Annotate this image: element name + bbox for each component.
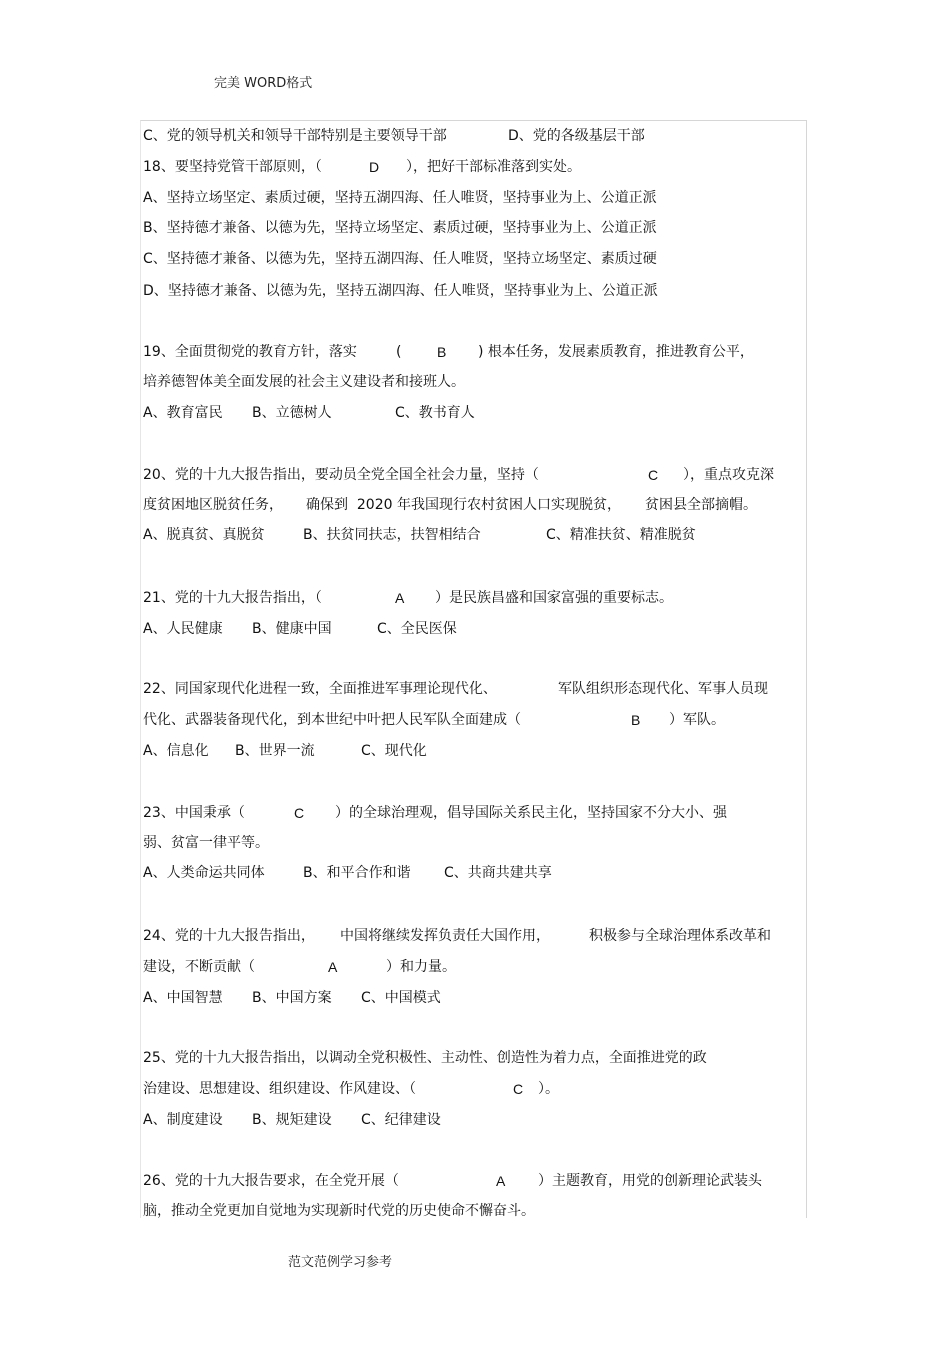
option-c: C、中国模式 [361,990,441,1006]
option-text: D、坚持德才兼备、以德为先，坚持五湖四海、任人唯贤，坚持事业为上、公道正派 [143,283,658,299]
question-text: ）军队。 [669,712,725,728]
question-text: ）。 [538,1081,559,1097]
question-text: 代化、武器装备现代化，到本世纪中叶把人民军队全面建成（ [143,712,521,728]
answer-letter: B [437,344,447,360]
option-c: C、纪律建设 [361,1112,441,1128]
answer-letter: A [496,1173,506,1189]
option-a: A、教育富民 [143,405,223,421]
option-text: C、坚持德才兼备、以德为先，坚持五湖四海、任人唯贤，坚持立场坚定、素质过硬 [143,251,657,267]
option-b: B、中国方案 [252,990,332,1006]
question-text: 度贫困地区脱贫任务， [143,497,283,513]
answer-letter: A [328,959,338,975]
option-text: B、坚持德才兼备、以德为先，坚持立场坚定、素质过硬，坚持事业为上、公道正派 [143,220,657,236]
answer-letter: B [631,712,641,728]
question-text: 中国将继续发挥负责任大国作用， [340,928,550,944]
question-text: 22、同国家现代化进程一致，全面推进军事理论现代化、 [143,681,497,697]
question-text: 26、党的十九大报告要求，在全党开展（ [143,1173,399,1189]
page-header: 完美 WORD格式 [214,76,313,91]
option-b: B、和平合作和谐 [303,865,411,881]
question-text: 23、中国秉承（ [143,805,245,821]
question-text: ），重点攻克深 [683,467,774,483]
question-text: ）是民族昌盛和国家富强的重要标志。 [435,590,673,606]
question-text: ）的全球治理观，倡导国际关系民主化，坚持国家不分大小、强 [335,805,727,821]
question-text: 贫困县全部摘帽。 [645,497,757,513]
option-c: C、共商共建共享 [444,865,552,881]
question-text: 18、要坚持党管干部原则，（ [143,159,322,175]
answer-letter: C [513,1081,524,1097]
option-text: A、坚持立场坚定、素质过硬，坚持五湖四海、任人唯贤，坚持事业为上、公道正派 [143,190,657,206]
answer-letter: A [395,590,405,606]
question-text: 24、党的十九大报告指出， [143,928,315,944]
question-text: 积极参与全球治理体系改革和 [589,928,771,944]
question-text: 培养德智体美全面发展的社会主义建设者和接班人。 [143,374,465,390]
option-text: C、党的领导机关和领导干部特别是主要领导干部 [143,128,447,144]
option-b: B、健康中国 [252,621,332,637]
answer-letter: C [294,805,305,821]
question-text: 19、全面贯彻党的教育方针，落实 [143,344,357,360]
page-footer: 范文范例学习参考 [288,1255,393,1270]
option-a: A、人民健康 [143,621,223,637]
option-a: A、制度建设 [143,1112,223,1128]
answer-letter: D [369,159,380,175]
question-text: 军队组织形态现代化、军事人员现 [558,681,768,697]
option-c: C、精准扶贫、精准脱贫 [546,527,696,543]
question-text: ( [396,344,402,360]
question-text: 21、党的十九大报告指出，（ [143,590,322,606]
question-text: 弱、贫富一律平等。 [143,835,269,851]
option-b: B、立德树人 [252,405,332,421]
question-text: 25、党的十九大报告指出，以调动全党积极性、主动性、创造性为着力点，全面推进党的政 [143,1050,707,1066]
question-text: 20、党的十九大报告指出，要动员全党全国全社会力量，坚持（ [143,467,539,483]
question-text: ）主题教育，用党的创新理论武装头 [538,1173,762,1189]
question-text: 建设，不断贡献（ [143,959,255,975]
answer-letter: C [648,467,659,483]
option-c: C、现代化 [361,743,427,759]
question-text: ) 根本任务，发展素质教育，推进教育公平， [478,344,754,360]
question-text: ）和力量。 [386,959,456,975]
option-a: A、信息化 [143,743,209,759]
option-a: A、脱真贫、真脱贫 [143,527,265,543]
option-text: D、党的各级基层干部 [508,128,645,144]
option-a: A、人类命运共同体 [143,865,265,881]
option-c: C、教书育人 [395,405,475,421]
option-b: B、世界一流 [235,743,315,759]
option-b: B、扶贫同扶志，扶智相结合 [303,527,481,543]
question-text: 脑，推动全党更加自觉地为实现新时代党的历史使命不懈奋斗。 [143,1203,535,1219]
question-text: 治建设、思想建设、组织建设、作风建设、（ [143,1081,416,1097]
option-b: B、规矩建设 [252,1112,332,1128]
option-c: C、全民医保 [377,621,457,637]
question-text: ），把好干部标准落到实处。 [406,159,581,175]
question-text: 确保到 2020 年我国现行农村贫困人口实现脱贫， [306,497,621,513]
option-a: A、中国智慧 [143,990,223,1006]
